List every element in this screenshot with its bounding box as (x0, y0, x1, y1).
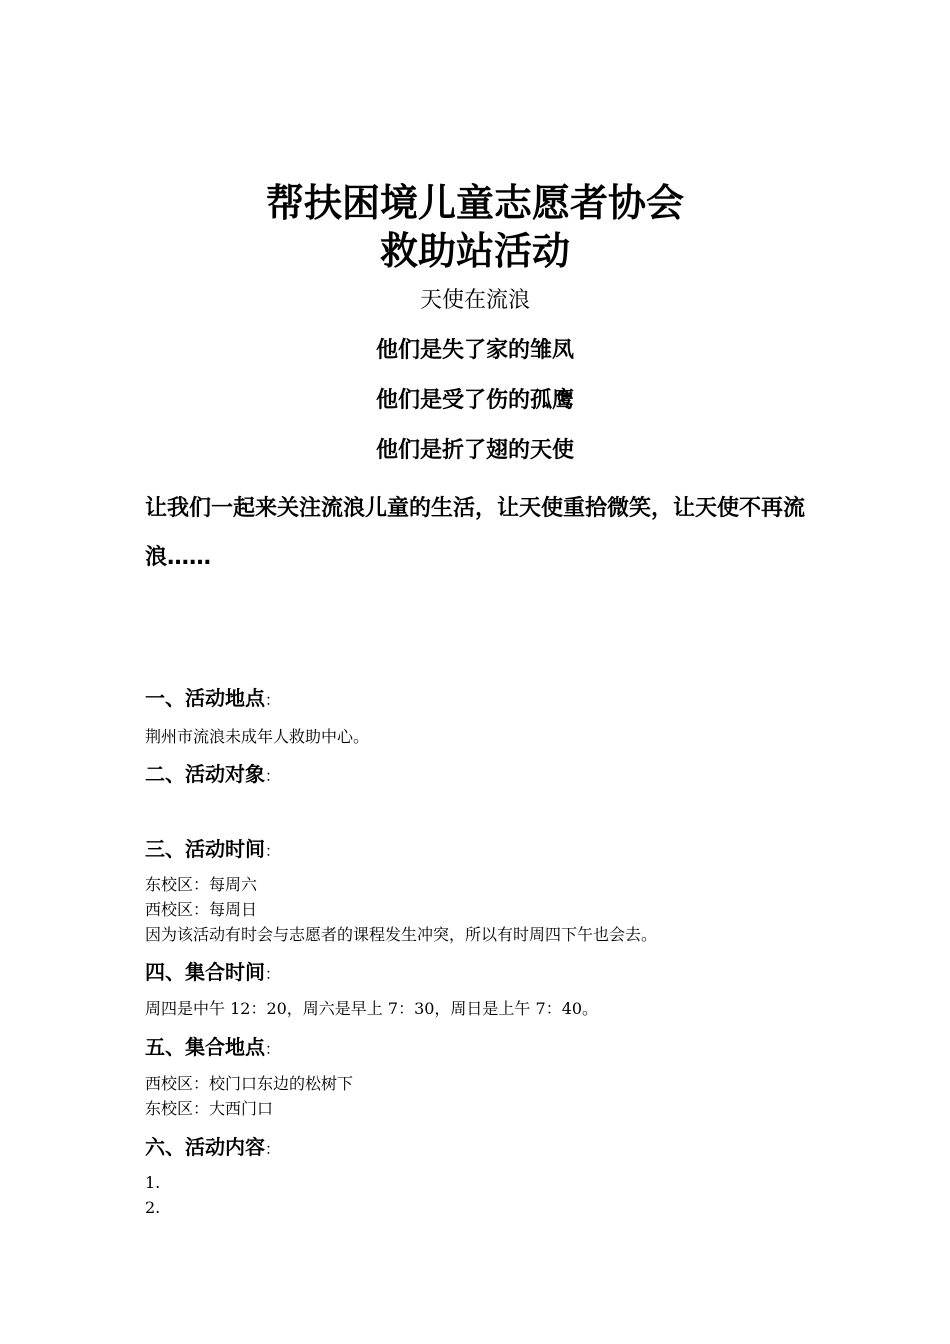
section-line: 东校区：每周六 (145, 875, 258, 894)
section-heading-text: 二、活动对象 (145, 762, 265, 786)
section-line: 西校区：校门口东边的松树下 (145, 1074, 354, 1093)
section-heading-text: 四、集合时间 (145, 960, 265, 984)
poem-line: 天使在流浪 (419, 288, 530, 313)
poem-line: 他们是折了翅的天使 (375, 438, 574, 463)
section-heading-text: 一、活动地点 (145, 686, 265, 710)
document-title: 帮扶困境儿童志愿者协会 (265, 181, 684, 225)
section-heading (145, 1133, 280, 1163)
section-line: 1. (145, 1173, 161, 1192)
section-heading (145, 684, 280, 714)
section-heading-colon: ： (265, 1040, 281, 1058)
section-line: 因为该活动有时会与志愿者的课程发生冲突，所以有时周四下午也会去。 (145, 925, 658, 944)
section-heading (145, 958, 280, 988)
document-subtitle: 救助站活动 (379, 229, 570, 273)
section-heading (145, 1033, 280, 1063)
section-heading-colon: ： (265, 691, 281, 709)
section-heading (145, 835, 280, 865)
section-heading-text: 六、活动内容 (145, 1135, 265, 1159)
section-line: 东校区：大西门口 (145, 1099, 274, 1118)
section-heading-colon: ： (265, 965, 281, 983)
poem-line: 他们是受了伤的孤鹰 (375, 388, 574, 413)
section-line: 荆州市流浪未成年人救助中心。 (145, 727, 370, 746)
section-heading-colon: ： (265, 767, 281, 785)
section-line: 西校区：每周日 (145, 900, 258, 919)
section-line: 2. (145, 1198, 161, 1217)
section-heading (145, 760, 280, 790)
section-heading-text: 三、活动时间 (145, 837, 265, 861)
section-heading-colon: ： (265, 1140, 281, 1158)
poem-line: 他们是失了家的雏凤 (375, 338, 574, 363)
intro-paragraph: 让我们一起来关注流浪儿童的生活，让天使重拾微笑，让天使不再流浪…… (145, 496, 806, 570)
section-heading-colon: ： (265, 842, 281, 860)
section-heading-text: 五、集合地点 (145, 1035, 265, 1059)
section-line: 周四是中午 12：20，周六是早上 7：30，周日是上午 7：40。 (145, 999, 599, 1018)
